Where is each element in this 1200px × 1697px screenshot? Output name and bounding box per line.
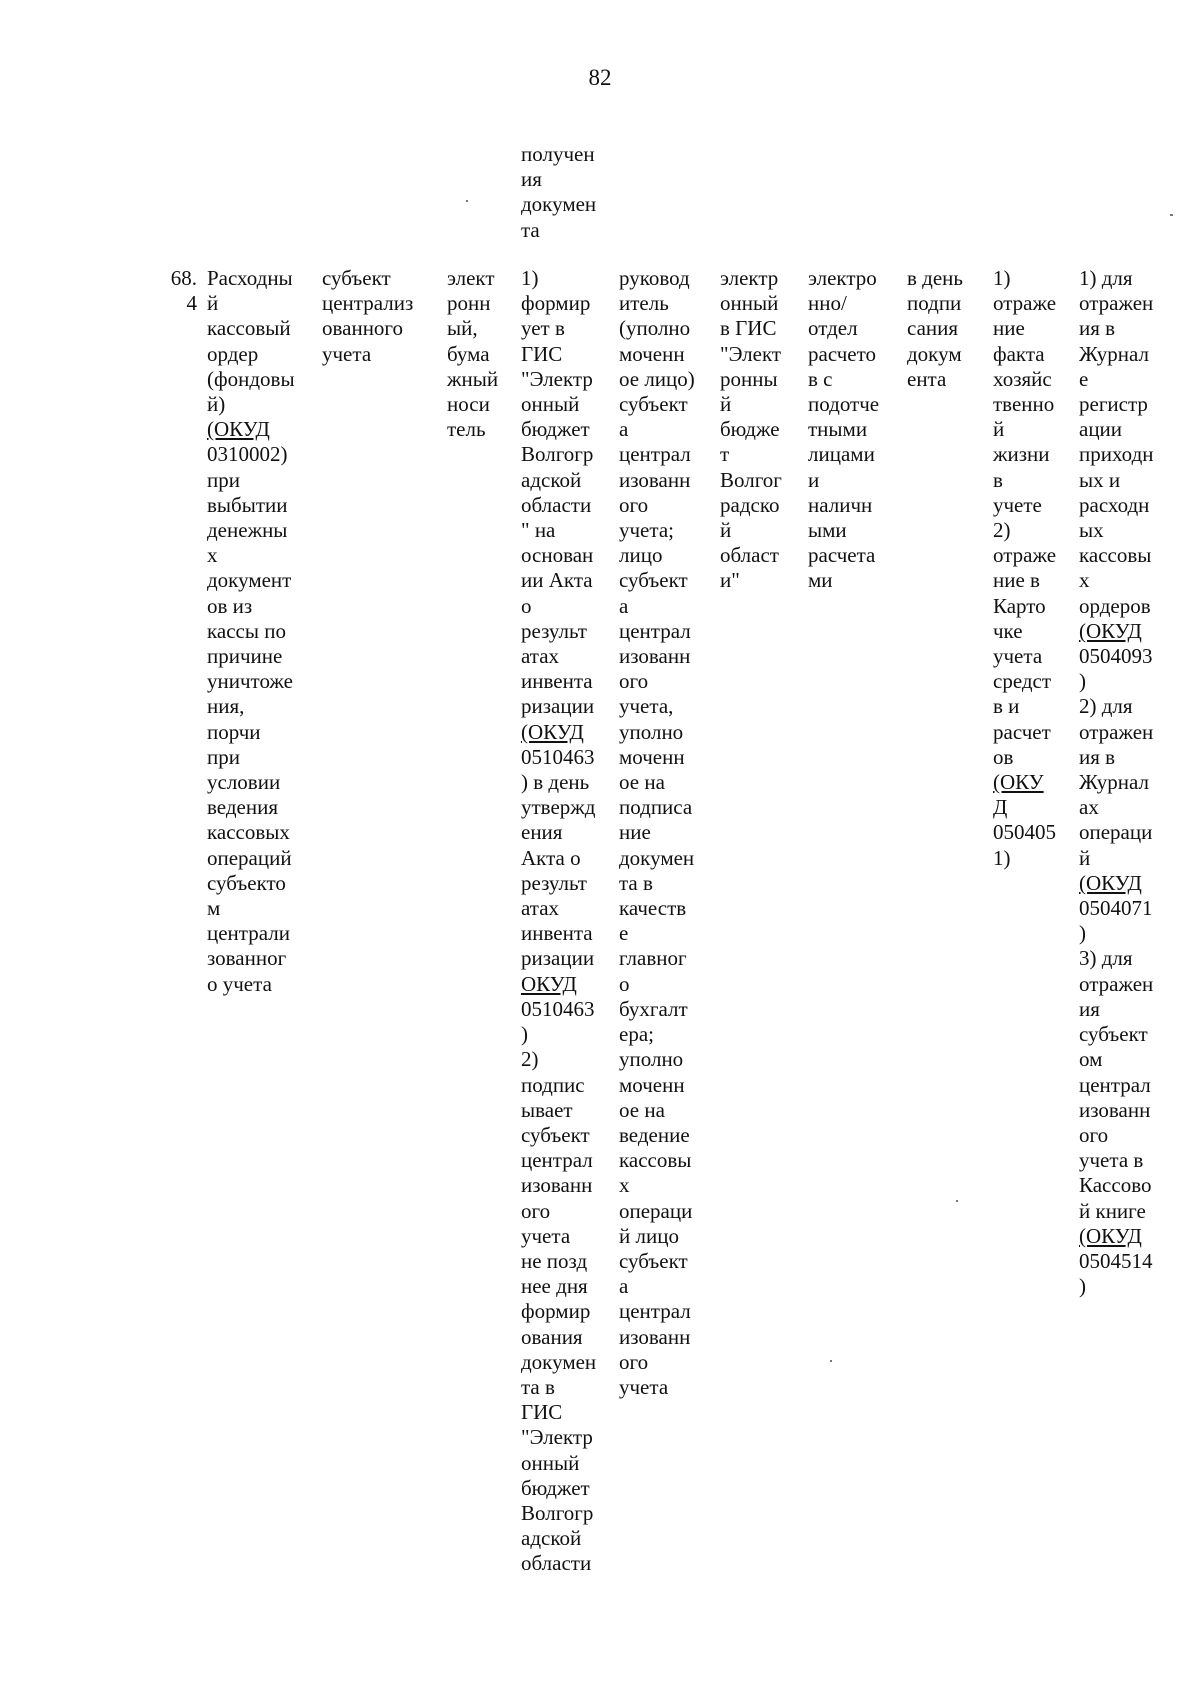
- text-line: о: [521, 593, 532, 618]
- text-line: подпис: [521, 1072, 585, 1097]
- text-line: лицами: [808, 442, 875, 467]
- text-line: централ: [619, 1299, 691, 1324]
- text-line: нее дня: [521, 1274, 588, 1299]
- text-line: учета,: [619, 694, 674, 719]
- text-line: 0310002): [207, 442, 288, 467]
- text-line: 68.: [170, 266, 197, 290]
- text-line: учета: [521, 1223, 571, 1248]
- text-line: ого: [619, 1349, 649, 1374]
- text-line: а: [619, 593, 629, 618]
- text-line: Карто: [993, 593, 1046, 618]
- text-line: Волгогр: [521, 1500, 594, 1525]
- text-line: кассовых: [207, 820, 290, 845]
- text-line: подпи: [907, 291, 962, 316]
- text-line: онный: [720, 291, 779, 316]
- text-line: ние в: [993, 568, 1040, 593]
- text-line: бюдже: [720, 417, 780, 442]
- text-line: ГИС: [521, 1400, 563, 1425]
- text-line: отражен: [1079, 719, 1154, 744]
- text-line: в и: [993, 694, 1020, 719]
- text-line: о: [619, 971, 630, 996]
- text-line: ое лицо): [619, 366, 695, 391]
- deadline-column: [521, 266, 596, 1577]
- document-name-column: [207, 266, 295, 997]
- text-line: результ: [521, 618, 587, 643]
- text-line: электро: [808, 266, 877, 290]
- scan-speck: [1170, 214, 1173, 216]
- text-line: й книге: [1079, 1198, 1146, 1223]
- text-line: ого: [619, 492, 649, 517]
- text-line: х: [207, 543, 218, 568]
- text-line: операци: [619, 1198, 693, 1223]
- text-line: радско: [720, 492, 780, 517]
- text-line: ии Акта: [521, 568, 593, 593]
- text-line: ый,: [447, 316, 478, 341]
- text-line: моченн: [619, 1072, 685, 1097]
- text-line: итель: [619, 291, 669, 316]
- text-line: ого: [619, 669, 649, 694]
- text-line: ия в: [1079, 744, 1116, 769]
- text-line: Волгогр: [521, 442, 594, 467]
- text-line: й: [720, 392, 732, 417]
- text-line: хозяйс: [993, 366, 1052, 391]
- text-line: Расходны: [207, 266, 293, 290]
- text-line: докумен: [619, 845, 695, 870]
- text-line: ует в: [521, 316, 565, 341]
- text-line: средст: [993, 669, 1052, 694]
- text-line: бюджет: [521, 1475, 590, 1500]
- text-line: 2): [993, 518, 1011, 543]
- text-line: формир: [521, 291, 591, 316]
- text-line: ых и: [1079, 467, 1121, 492]
- signer-column: [619, 266, 695, 1400]
- text-line: в с: [808, 366, 833, 391]
- text-line: области: [521, 492, 592, 517]
- text-line: ронны: [720, 366, 778, 391]
- text-line: результ: [521, 870, 587, 895]
- text-line: а: [619, 417, 629, 442]
- text-line: в: [993, 467, 1003, 492]
- text-line: ия в: [1079, 316, 1116, 341]
- text-line: е: [1079, 366, 1089, 391]
- text-line: 0504093: [1079, 644, 1153, 669]
- text-line: носи: [447, 392, 490, 417]
- page-number: 82: [588, 65, 612, 90]
- text-line: ования: [521, 1324, 583, 1349]
- text-line: получен: [521, 142, 595, 166]
- text-line: сания: [907, 316, 959, 341]
- text-line: субъекто: [207, 870, 286, 895]
- text-line: бума: [447, 341, 490, 366]
- form-column: [447, 266, 498, 442]
- text-line: й: [207, 291, 219, 316]
- text-line: инвента: [521, 669, 593, 694]
- text-line: изованн: [521, 1173, 593, 1198]
- text-line: "Электр: [521, 366, 593, 391]
- text-line: уполно: [619, 1047, 684, 1072]
- text-line: ента: [907, 366, 947, 391]
- text-line: и: [808, 467, 820, 492]
- text-line: субъект: [521, 1122, 590, 1147]
- text-line: 0510463: [521, 996, 595, 1021]
- text-line: чке: [993, 618, 1023, 643]
- text-line: кассы по: [207, 618, 286, 643]
- text-line: ов из: [207, 593, 253, 618]
- text-line: формир: [521, 1299, 591, 1324]
- text-line: учета в: [1079, 1148, 1144, 1173]
- text-line: не позд: [521, 1248, 588, 1273]
- text-line: денежны: [207, 518, 288, 543]
- text-line: 050405: [993, 820, 1056, 845]
- text-line: ордер: [207, 341, 259, 366]
- text-line: ): [1079, 921, 1086, 946]
- text-line: та в: [619, 870, 653, 895]
- text-line: нно/: [808, 291, 847, 316]
- text-line: й лицо: [619, 1223, 679, 1248]
- text-line: кассовый: [207, 316, 291, 341]
- text-line: моченн: [619, 341, 685, 366]
- text-line: м: [207, 896, 221, 921]
- text-line: операций: [207, 845, 292, 870]
- text-line: твенно: [993, 392, 1055, 417]
- text-line: учета: [619, 1374, 669, 1399]
- text-line: х: [1079, 568, 1090, 593]
- text-line: (ОКУД: [207, 417, 270, 442]
- text-line: области: [521, 1551, 592, 1576]
- text-line: (ОКУД: [521, 719, 584, 744]
- text-line: бухгалт: [619, 996, 688, 1021]
- text-line: расчета: [808, 543, 876, 568]
- text-line: в день: [907, 266, 963, 290]
- text-line: изованн: [619, 644, 691, 669]
- text-line: й: [1079, 845, 1091, 870]
- text-line: (ОКУД: [1079, 618, 1142, 643]
- text-line: (ОКУ: [993, 770, 1044, 795]
- text-line: ых: [1079, 518, 1104, 543]
- text-line: ГИС: [521, 341, 563, 366]
- text-line: ) в день: [521, 770, 590, 795]
- text-line: подписа: [619, 795, 693, 820]
- text-line: ми: [808, 568, 833, 593]
- text-line: (фондовы: [207, 366, 295, 391]
- text-line: ое на: [619, 770, 665, 795]
- text-line: кассовы: [1079, 543, 1152, 568]
- compiler-column: [322, 266, 413, 367]
- text-line: субъект: [619, 568, 688, 593]
- text-line: ов: [993, 744, 1014, 769]
- text-line: централиз: [322, 291, 414, 316]
- text-line: отражен: [1079, 971, 1154, 996]
- text-line: документ: [207, 568, 292, 593]
- text-line: онный: [521, 392, 580, 417]
- text-line: Д: [993, 795, 1008, 820]
- text-line: учета;: [619, 518, 674, 543]
- text-line: при: [207, 467, 240, 492]
- text-line: тными: [808, 417, 868, 442]
- text-line: " на: [521, 518, 556, 543]
- text-line: 3) для: [1079, 946, 1133, 971]
- text-line: ние: [993, 316, 1025, 341]
- text-line: учете: [993, 492, 1042, 517]
- text-line: изованн: [1079, 1097, 1151, 1122]
- text-line: ого: [1079, 1122, 1109, 1147]
- text-line: 1): [993, 266, 1011, 290]
- text-line: качеств: [619, 896, 687, 921]
- text-line: основан: [521, 543, 594, 568]
- text-line: Кассово: [1079, 1173, 1152, 1198]
- text-line: 0510463: [521, 744, 595, 769]
- text-line: а: [619, 1274, 629, 1299]
- text-line: расходн: [1079, 492, 1150, 517]
- text-line: й: [720, 518, 732, 543]
- text-line: субъект: [619, 1248, 688, 1273]
- text-line: докум: [907, 341, 962, 366]
- text-line: (ОКУД: [1079, 870, 1142, 895]
- text-line: кассовы: [619, 1148, 692, 1173]
- text-line: Журнал: [1079, 770, 1150, 795]
- text-line: ации: [1079, 417, 1123, 442]
- text-line: т: [720, 442, 730, 467]
- text-line: е: [619, 921, 629, 946]
- text-line: операци: [1079, 820, 1153, 845]
- text-line: Журнал: [1079, 341, 1150, 366]
- transfer-column: [720, 266, 782, 594]
- text-line: Акта о: [521, 845, 581, 870]
- text-line: 2) для: [1079, 694, 1133, 719]
- purpose-column: [993, 266, 1056, 871]
- text-line: ованного: [322, 316, 404, 341]
- text-line: порчи: [207, 719, 261, 744]
- text-line: докумен: [521, 1349, 597, 1374]
- text-line: субъект: [322, 266, 391, 290]
- text-line: ения: [521, 820, 563, 845]
- text-line: расчет: [993, 719, 1051, 744]
- text-line: уничтоже: [207, 669, 293, 694]
- text-line: 0504514: [1079, 1248, 1153, 1273]
- text-line: изованн: [619, 467, 691, 492]
- text-line: ывает: [521, 1097, 573, 1122]
- text-line: выбытии: [207, 492, 288, 517]
- text-line: ведение: [619, 1122, 690, 1147]
- text-line: "Электр: [521, 1425, 593, 1450]
- text-line: ронн: [447, 291, 491, 316]
- text-line: ое на: [619, 1097, 665, 1122]
- text-line: 1): [521, 266, 539, 290]
- text-line: ): [521, 1022, 528, 1047]
- text-line: адской: [521, 467, 582, 492]
- text-line: атах: [521, 644, 560, 669]
- text-line: ия: [1079, 996, 1100, 1021]
- text-line: подотче: [808, 392, 880, 417]
- text-line: отдел: [808, 316, 858, 341]
- text-line: главног: [619, 946, 687, 971]
- text-line: 1): [993, 845, 1011, 870]
- storage-column: [1079, 266, 1154, 1299]
- text-line: централ: [521, 1148, 593, 1173]
- text-line: факта: [993, 341, 1045, 366]
- text-line: ом: [1079, 1047, 1103, 1072]
- text-line: 4: [186, 291, 197, 316]
- text-line: жный: [447, 366, 499, 391]
- text-line: ордеров: [1079, 593, 1151, 618]
- text-line: ние: [619, 820, 651, 845]
- recipient-column: [808, 266, 879, 594]
- text-line: отражен: [1079, 291, 1154, 316]
- text-line: (уполно: [619, 316, 691, 341]
- text-line: моченн: [619, 744, 685, 769]
- text-line: ризации: [521, 694, 595, 719]
- text-line: докумен: [521, 192, 597, 217]
- text-line: централи: [207, 921, 290, 946]
- text-line: в ГИС: [720, 316, 777, 341]
- text-line: ера;: [619, 1022, 654, 1047]
- text-line: инвента: [521, 921, 593, 946]
- text-line: приходн: [1079, 442, 1154, 467]
- text-line: тель: [447, 417, 486, 442]
- text-line: расчето: [808, 341, 877, 366]
- text-line: ): [1079, 669, 1086, 694]
- text-line: бюджет: [521, 417, 590, 442]
- text-line: ния,: [207, 694, 245, 719]
- scan-speck: [956, 1200, 958, 1202]
- recipient-deadline-column: [907, 266, 963, 392]
- text-line: (ОКУД: [1079, 1223, 1142, 1248]
- text-line: условии: [207, 770, 281, 795]
- text-line: регистр: [1079, 392, 1148, 417]
- text-line: ыми: [808, 518, 847, 543]
- text-line: наличн: [808, 492, 873, 517]
- text-line: утвержд: [521, 795, 596, 820]
- text-line: ): [1079, 1274, 1086, 1299]
- text-line: элект: [447, 266, 495, 290]
- text-line: та в: [521, 1374, 555, 1399]
- text-line: 0504071: [1079, 896, 1153, 921]
- text-line: 1) для: [1079, 266, 1133, 290]
- text-line: изованн: [619, 1324, 691, 1349]
- carryover-text: [521, 142, 596, 243]
- text-line: онный: [521, 1450, 580, 1475]
- text-line: электр: [720, 266, 779, 290]
- text-line: централ: [619, 618, 691, 643]
- text-line: Волгог: [720, 467, 782, 492]
- text-line: и": [720, 568, 740, 593]
- text-line: ого: [521, 1198, 551, 1223]
- text-line: ризации: [521, 946, 595, 971]
- text-line: "Элект: [720, 341, 782, 366]
- text-line: уполно: [619, 719, 684, 744]
- text-line: отраже: [993, 291, 1057, 316]
- text-line: централ: [1079, 1072, 1151, 1097]
- text-line: ведения: [207, 795, 278, 820]
- text-line: лицо: [619, 543, 663, 568]
- text-line: жизни: [993, 442, 1050, 467]
- scan-speck: [830, 1360, 832, 1362]
- text-line: субъект: [619, 392, 688, 417]
- text-line: при: [207, 744, 240, 769]
- text-line: учета: [322, 341, 372, 366]
- text-line: й: [993, 417, 1005, 442]
- text-line: руковод: [619, 266, 690, 290]
- text-line: атах: [521, 896, 560, 921]
- text-line: зованног: [207, 946, 287, 971]
- text-line: та: [521, 217, 540, 242]
- text-line: причине: [207, 644, 283, 669]
- text-line: отраже: [993, 543, 1057, 568]
- text-line: област: [720, 543, 779, 568]
- text-line: централ: [619, 442, 691, 467]
- text-line: учета: [993, 644, 1043, 669]
- text-line: о учета: [207, 971, 272, 996]
- text-line: ах: [1079, 795, 1099, 820]
- text-line: адской: [521, 1526, 582, 1551]
- text-line: й): [207, 392, 226, 417]
- text-line: х: [619, 1173, 630, 1198]
- row-number: [157, 266, 197, 316]
- text-line: ия: [521, 167, 542, 192]
- text-line: субъект: [1079, 1022, 1148, 1047]
- scan-speck: [466, 200, 468, 202]
- text-line: ОКУД: [521, 971, 577, 996]
- text-line: 2): [521, 1047, 539, 1072]
